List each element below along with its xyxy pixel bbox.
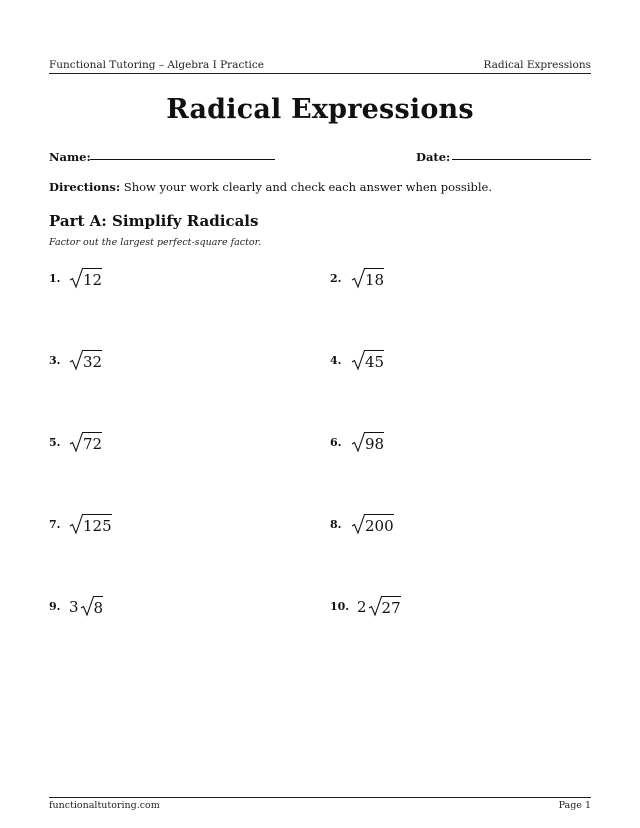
radical-sign-icon [368, 595, 383, 617]
problem-number: 3. [49, 354, 61, 367]
radicand: 72 [83, 432, 102, 453]
radicand: 27 [382, 596, 401, 617]
problem-number: 4. [330, 354, 342, 367]
radical-expression [69, 431, 102, 453]
header-rule [49, 73, 591, 74]
radical-expression [357, 595, 401, 617]
footer-page-number: Page 1 [558, 800, 591, 811]
radicand: 200 [365, 514, 394, 535]
square-root [69, 513, 112, 535]
radical-sign-icon [69, 513, 84, 535]
directions-text: Show your work clearly and check each answer when possible. [123, 180, 493, 194]
directions [49, 180, 492, 194]
radical-expression [69, 595, 103, 617]
page-title: Radical Expressions [166, 94, 474, 125]
square-root [69, 349, 102, 371]
radical-sign-icon [69, 267, 84, 289]
radical-sign-icon [351, 431, 366, 453]
date-line [452, 159, 591, 160]
square-root [69, 431, 102, 453]
radical-sign-icon [69, 349, 84, 371]
radical-expression [351, 267, 384, 289]
radical-sign-icon [69, 431, 84, 453]
radical-sign-icon [351, 349, 366, 371]
radical-expression [69, 349, 102, 371]
directions-label: Directions: [49, 180, 121, 194]
square-root [80, 595, 104, 617]
part-a-subtitle: Factor out the largest perfect-square factor. [49, 237, 262, 248]
coefficient: 2 [357, 598, 367, 616]
radical-expression [351, 513, 394, 535]
problem-number: 8. [330, 518, 342, 531]
radicand: 125 [83, 514, 112, 535]
footer-rule [49, 797, 591, 798]
radical-expression [69, 267, 102, 289]
name-line [90, 159, 275, 160]
square-root [351, 267, 384, 289]
date-label: Date: [416, 150, 451, 164]
square-root [351, 431, 384, 453]
radical-sign-icon [351, 513, 366, 535]
radical-sign-icon [351, 267, 366, 289]
square-root [351, 349, 384, 371]
problem-number: 7. [49, 518, 61, 531]
radical-expression [351, 431, 384, 453]
radical-expression [69, 513, 112, 535]
part-a-title: Part A: Simplify Radicals [49, 212, 259, 230]
problem-number: 2. [330, 272, 342, 285]
radical-sign-icon [80, 595, 95, 617]
radicand: 45 [365, 350, 384, 371]
header-right-text: Radical Expressions [483, 59, 591, 71]
radicand: 8 [94, 596, 104, 617]
radical-expression [351, 349, 384, 371]
radicand: 98 [365, 432, 384, 453]
square-root [368, 595, 401, 617]
problem-number: 6. [330, 436, 342, 449]
footer-left-text: functionaltutoring.com [49, 800, 160, 811]
radicand: 18 [365, 268, 384, 289]
coefficient: 3 [69, 598, 79, 616]
header-left-text: Functional Tutoring – Algebra I Practice [49, 59, 264, 71]
problem-number: 5. [49, 436, 61, 449]
name-label: Name: [49, 150, 91, 164]
problem-number: 1. [49, 272, 61, 285]
square-root [69, 267, 102, 289]
radicand: 12 [83, 268, 102, 289]
radicand: 32 [83, 350, 102, 371]
problem-number: 9. [49, 600, 61, 613]
square-root [351, 513, 394, 535]
problem-number: 10. [330, 600, 350, 613]
